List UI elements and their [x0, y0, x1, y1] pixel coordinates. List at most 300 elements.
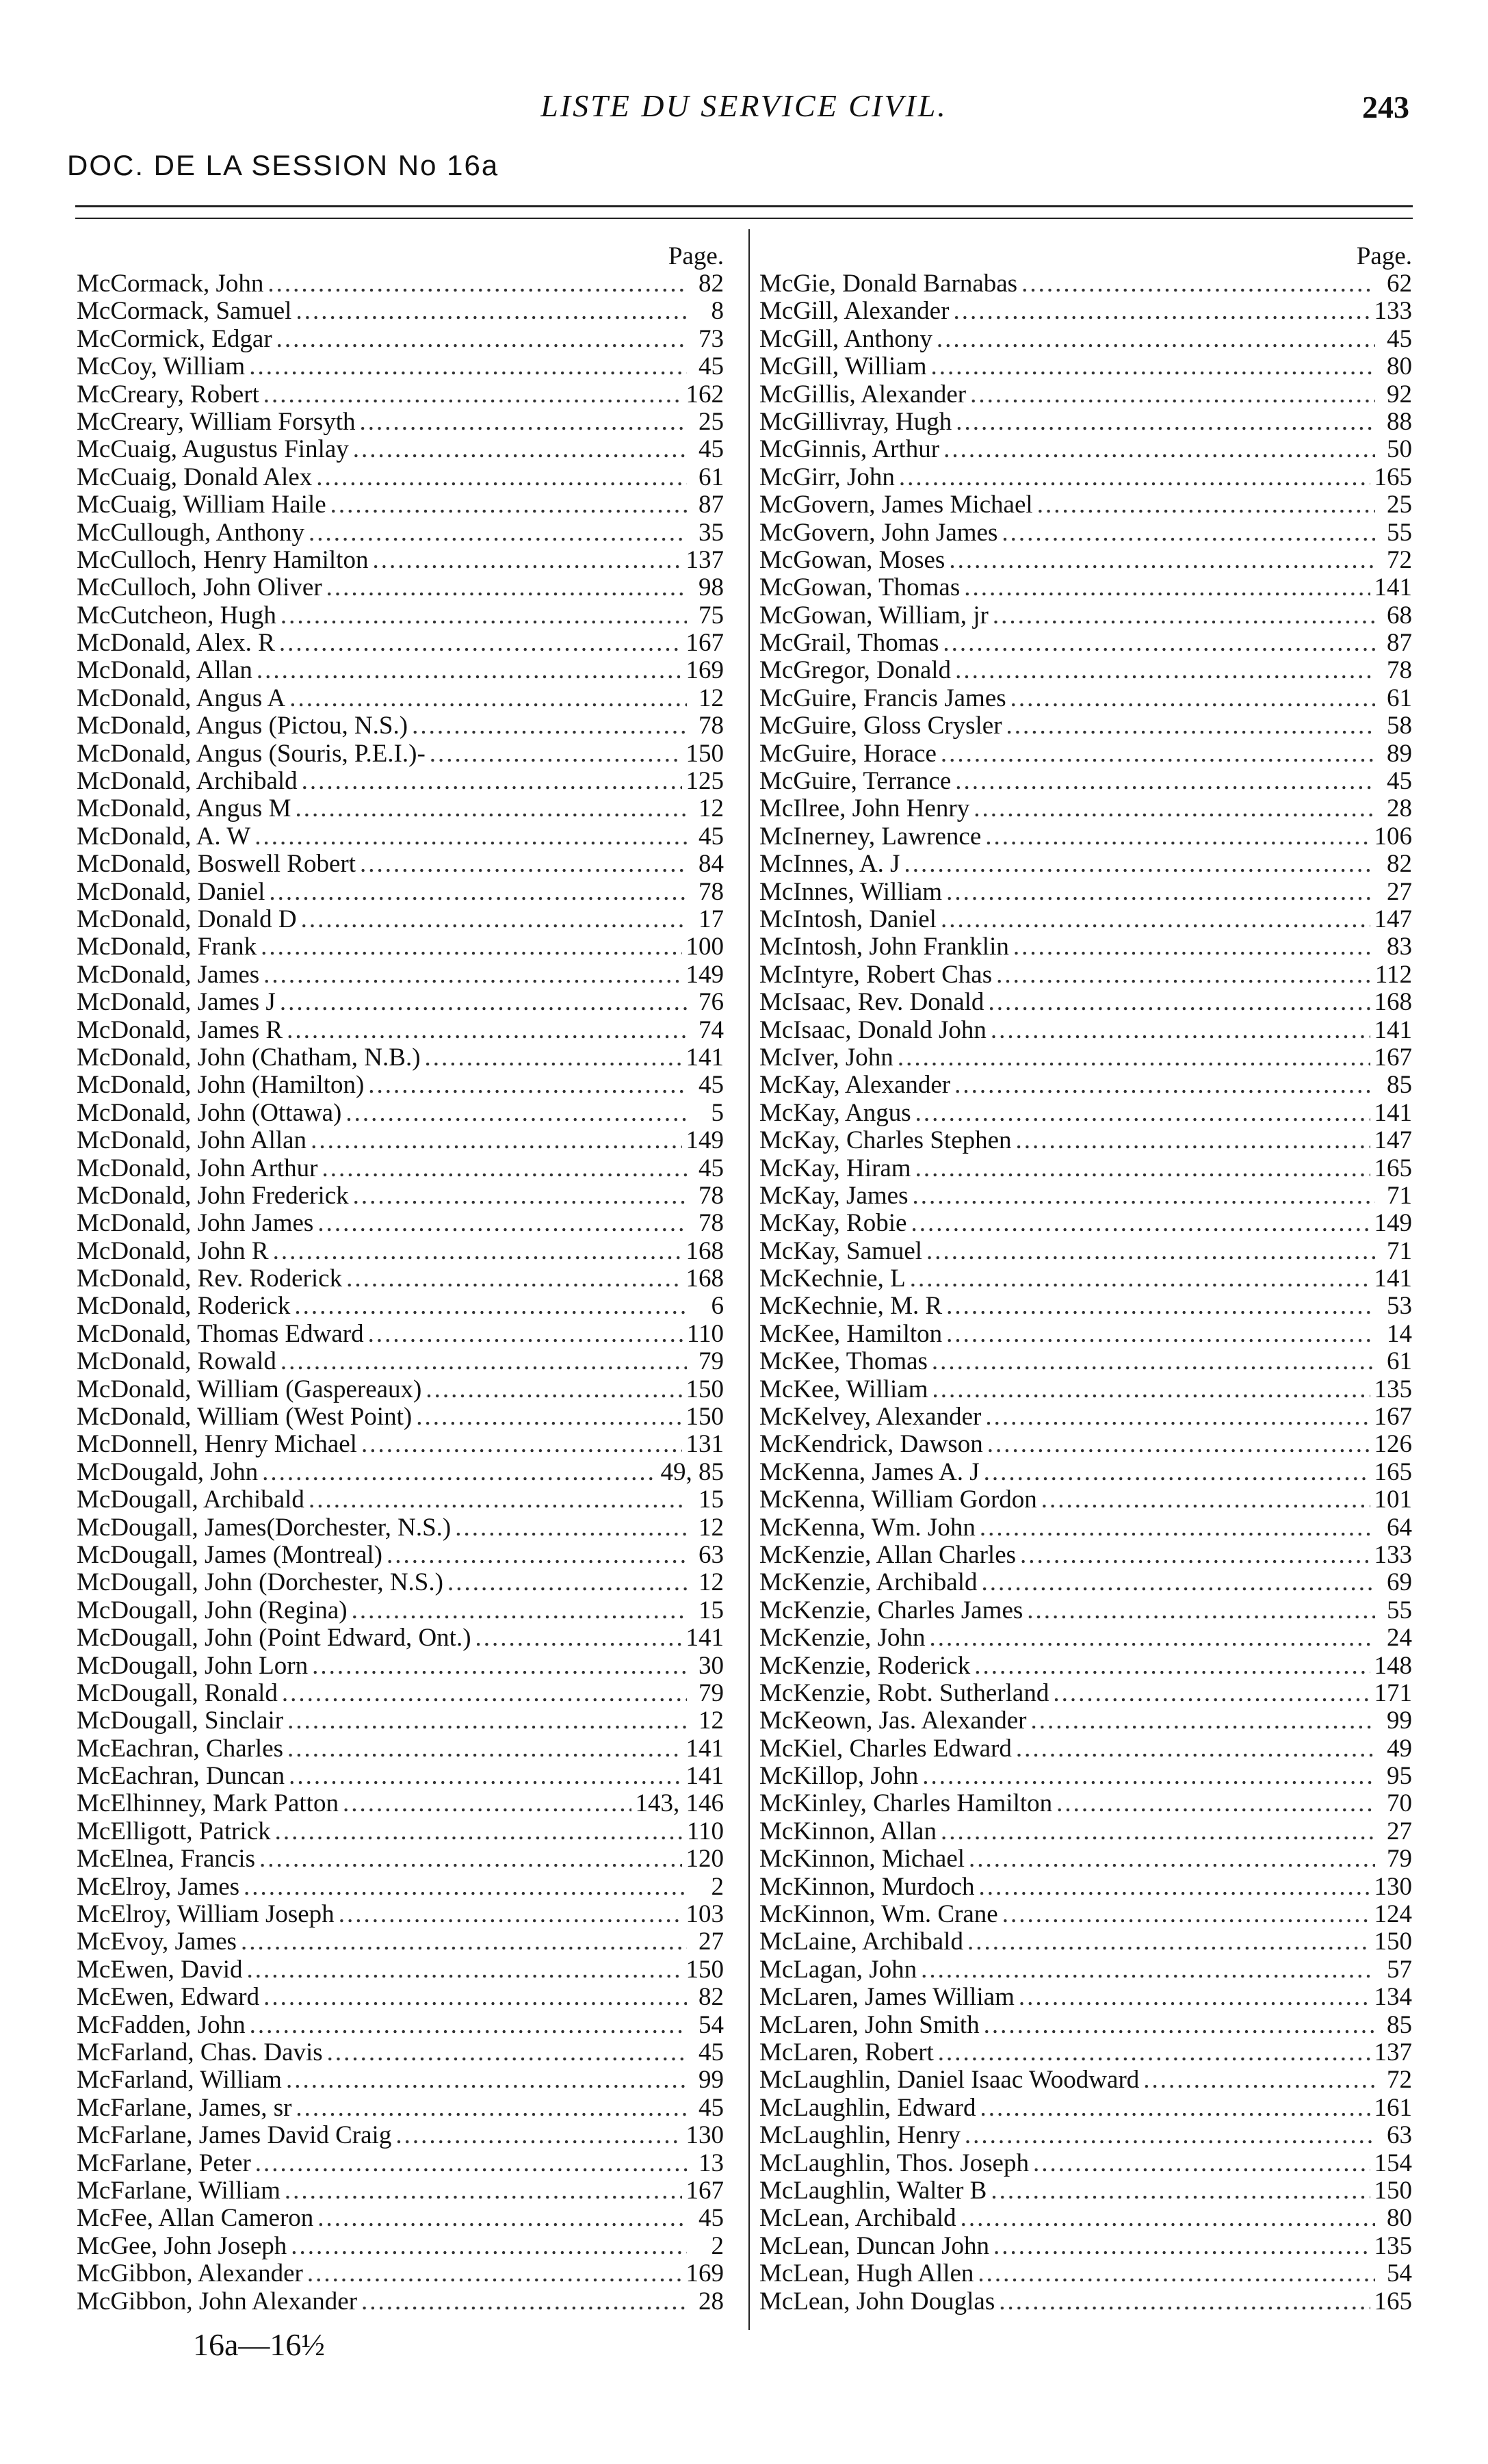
index-entry	[759, 1486, 1412, 1514]
index-entry	[759, 1100, 1412, 1127]
entry-page-number: 100	[686, 933, 724, 961]
dot-leader	[999, 2288, 1370, 2316]
entry-name: McDonald, Alex. R	[77, 629, 275, 658]
dot-leader	[946, 879, 1375, 906]
entry-page-number: 63	[699, 1540, 724, 1569]
index-entry	[759, 1376, 1412, 1403]
index-entry	[77, 1210, 724, 1237]
dot-leader	[317, 1210, 687, 1237]
index-entry	[77, 1127, 724, 1154]
dot-leader	[912, 1182, 1375, 1210]
entry-page-number: 2	[711, 2231, 724, 2260]
dot-leader	[956, 408, 1375, 436]
index-entry	[759, 1790, 1412, 1817]
index-entry	[759, 657, 1412, 684]
index-entry	[759, 851, 1412, 878]
index-entry	[77, 1845, 724, 1873]
entry-page-number: 99	[699, 2066, 724, 2095]
entry-page-number: 150	[686, 1375, 724, 1403]
entry-page-number: 58	[1387, 712, 1412, 740]
index-entry	[759, 2260, 1412, 2287]
entry-page-number: 50	[1387, 435, 1412, 464]
entry-page-number: 45	[699, 1071, 724, 1100]
entry-page-number: 149	[1374, 1209, 1412, 1238]
entry-name: McLaughlin, Walter B	[759, 2176, 987, 2205]
entry-page-number: 110	[686, 1817, 724, 1845]
entry-page-number: 125	[686, 767, 724, 796]
entry-page-number: 25	[1387, 491, 1412, 519]
entry-name: McDougall, James (Montreal)	[77, 1540, 382, 1569]
index-entry	[759, 2122, 1412, 2149]
dot-leader	[921, 1956, 1375, 1984]
entry-name: McGirr, John	[759, 463, 895, 491]
entry-name: McLean, John Douglas	[759, 2287, 995, 2316]
dot-leader	[263, 1984, 687, 2011]
dot-leader	[1002, 1901, 1370, 1928]
entry-page-number: 168	[686, 1265, 724, 1293]
dot-leader	[425, 1044, 682, 1072]
entry-name: McDonald, John R	[77, 1236, 269, 1265]
index-entry	[77, 1763, 724, 1790]
entry-page-number: 25	[699, 407, 724, 436]
index-entry	[759, 906, 1412, 933]
index-entry	[77, 933, 724, 961]
dot-leader	[978, 2260, 1375, 2287]
entry-page-number: 88	[1387, 407, 1412, 436]
index-entry	[77, 2288, 724, 2316]
entry-name: McDonald, John (Chatham, N.B.)	[77, 1043, 421, 1072]
entry-page-number: 78	[699, 877, 724, 906]
entry-name: McDonald, John James	[77, 1209, 314, 1238]
dot-leader	[346, 1265, 681, 1293]
index-entry	[759, 491, 1412, 519]
index-entry	[77, 2066, 724, 2094]
index-entry	[759, 630, 1412, 657]
index-entry	[759, 1293, 1412, 1320]
index-entry	[77, 326, 724, 353]
dot-leader	[930, 1624, 1376, 1652]
entry-name: McDonald, James	[77, 960, 260, 989]
entry-page-number: 72	[1387, 545, 1412, 574]
index-entry	[759, 1431, 1412, 1458]
dot-leader	[273, 1238, 682, 1265]
entry-page-number: 49, 85	[660, 1457, 724, 1486]
entry-name: McDonald, Archibald	[77, 767, 298, 796]
entry-name: McCulloch, Henry Hamilton	[77, 545, 369, 574]
entry-name: McCoy, William	[77, 352, 246, 381]
dot-leader	[289, 1763, 681, 1790]
dot-leader	[955, 657, 1375, 684]
entry-name: McCuaig, William Haile	[77, 491, 326, 519]
entry-page-number: 5	[711, 1098, 724, 1127]
index-entry	[759, 740, 1412, 768]
entry-name: McCuaig, Donald Alex	[77, 463, 313, 491]
index-entry	[77, 1956, 724, 1984]
dot-leader	[993, 2233, 1370, 2260]
index-entry	[77, 602, 724, 630]
entry-page-number: 45	[1387, 767, 1412, 796]
entry-page-number: 85	[1387, 2010, 1412, 2039]
entry-page-number: 87	[1387, 629, 1412, 658]
index-entry	[77, 353, 724, 380]
index-entry	[77, 1624, 724, 1652]
entry-page-number: 75	[699, 601, 724, 630]
entry-name: McDonald, A. W	[77, 822, 251, 851]
index-entry	[77, 381, 724, 408]
dot-leader	[330, 491, 687, 519]
entry-name: McDonald, Allan	[77, 656, 252, 685]
index-entry	[77, 1735, 724, 1763]
entry-page-number: 12	[699, 684, 724, 712]
entry-name: McElnea, Francis	[77, 1845, 255, 1873]
entry-name: McLaughlin, Henry	[759, 2121, 961, 2150]
dot-leader	[287, 1707, 687, 1735]
entry-page-number: 148	[1374, 1651, 1412, 1680]
dot-leader	[267, 270, 687, 298]
entry-name: McInnes, William	[759, 877, 943, 906]
entry-name: McKee, Thomas	[759, 1347, 928, 1376]
index-entry	[77, 768, 724, 795]
entry-page-number: 141	[1374, 1098, 1412, 1127]
entry-page-number: 69	[1387, 1568, 1412, 1597]
entry-page-number: 80	[1387, 352, 1412, 381]
index-entry	[759, 1707, 1412, 1735]
dot-leader	[287, 1735, 681, 1763]
entry-name: McDougall, John (Point Edward, Ont.)	[77, 1624, 471, 1652]
dot-leader	[455, 1514, 687, 1542]
index-entry	[759, 823, 1412, 851]
index-entry	[759, 1459, 1412, 1486]
entry-page-number: 30	[699, 1651, 724, 1680]
entry-page-number: 53	[1387, 1292, 1412, 1321]
index-entry	[759, 1514, 1412, 1542]
entry-page-number: 169	[686, 656, 724, 685]
index-entry	[759, 519, 1412, 547]
dot-leader	[263, 381, 682, 408]
entry-page-number: 45	[699, 352, 724, 381]
index-entry	[77, 2095, 724, 2122]
entry-page-number: 85	[1387, 1071, 1412, 1100]
entry-name: McGowan, Thomas	[759, 573, 961, 602]
entry-page-number: 162	[686, 380, 724, 408]
index-entry	[77, 1376, 724, 1403]
index-list-right	[759, 270, 1412, 2316]
entry-name: McGillivray, Hugh	[759, 407, 952, 436]
entry-page-number: 73	[699, 324, 724, 353]
dot-leader	[941, 740, 1375, 768]
entry-name: McEvoy, James	[77, 1928, 237, 1956]
dot-leader	[296, 298, 687, 325]
index-entry	[77, 2012, 724, 2039]
dot-leader	[353, 1182, 687, 1210]
entry-name: McGowan, Moses	[759, 545, 945, 574]
entry-page-number: 15	[699, 1596, 724, 1624]
entry-name: McGill, William	[759, 352, 927, 381]
dot-leader	[291, 2233, 687, 2260]
dot-leader	[361, 2288, 687, 2316]
entry-page-number: 13	[699, 2149, 724, 2177]
entry-name: McLean, Hugh Allen	[759, 2259, 974, 2288]
entry-name: McDonald, Frank	[77, 933, 257, 961]
dot-leader	[360, 408, 687, 436]
dot-leader	[949, 547, 1375, 574]
index-entry	[77, 1928, 724, 1956]
entry-name: McDonald, William (West Point)	[77, 1403, 413, 1431]
entry-page-number: 141	[1374, 573, 1412, 602]
entry-name: McKenzie, Archibald	[759, 1568, 978, 1597]
dot-leader	[311, 1127, 681, 1154]
dot-leader	[932, 1376, 1370, 1403]
dot-leader	[387, 1542, 687, 1569]
index-entry	[759, 1569, 1412, 1596]
entry-page-number: 147	[1374, 1126, 1412, 1155]
dot-leader	[280, 602, 687, 630]
entry-name: McFee, Allan Cameron	[77, 2204, 314, 2233]
dot-leader	[938, 2039, 1370, 2066]
dot-leader	[309, 1486, 687, 1514]
dot-leader	[247, 1956, 682, 1984]
entry-page-number: 78	[1387, 656, 1412, 685]
dot-leader	[301, 906, 687, 933]
entry-page-number: 98	[699, 573, 724, 602]
entry-page-number: 79	[699, 1678, 724, 1707]
entry-name: McKenzie, John	[759, 1624, 926, 1652]
entry-name: McDonnell, Henry Michael	[77, 1430, 357, 1459]
dot-leader	[954, 1072, 1375, 1099]
entry-name: McLaren, John Smith	[759, 2010, 980, 2039]
dot-leader	[280, 1348, 687, 1375]
entry-page-number: 167	[1374, 1043, 1412, 1072]
entry-page-number: 78	[699, 1209, 724, 1238]
entry-page-number: 14	[1387, 1319, 1412, 1348]
entry-page-number: 168	[1374, 988, 1412, 1017]
dot-leader	[978, 1873, 1370, 1901]
dot-leader	[289, 685, 687, 712]
index-entry	[77, 1265, 724, 1293]
entry-name: McGuire, Gloss Crysler	[759, 712, 1002, 740]
index-entry	[759, 1210, 1412, 1237]
entry-page-number: 137	[686, 545, 724, 574]
entry-name: McGuire, Francis James	[759, 684, 1006, 712]
index-entry	[77, 1238, 724, 1265]
entry-name: McCulloch, John Oliver	[77, 573, 322, 602]
dot-leader	[1010, 685, 1375, 712]
entry-name: McKay, Samuel	[759, 1236, 923, 1265]
dot-leader	[899, 464, 1370, 491]
entry-name: McKenna, James A. J	[759, 1457, 980, 1486]
page-number: 243	[1362, 90, 1409, 125]
entry-page-number: 74	[699, 1015, 724, 1044]
entry-name: McDonald, Donald D	[77, 905, 297, 933]
entry-page-number: 103	[686, 1900, 724, 1929]
dot-leader	[294, 1293, 687, 1320]
entry-page-number: 95	[1387, 1762, 1412, 1791]
entry-page-number: 61	[699, 463, 724, 491]
dot-leader	[985, 823, 1370, 851]
dot-leader	[1053, 1680, 1370, 1707]
entry-page-number: 141	[1374, 1015, 1412, 1044]
dot-leader	[984, 2012, 1375, 2039]
entry-page-number: 54	[699, 2010, 724, 2039]
index-entry	[77, 1293, 724, 1320]
dot-leader	[416, 1403, 681, 1431]
index-entry	[77, 574, 724, 601]
entry-page-number: 150	[686, 1403, 724, 1431]
dot-leader	[970, 381, 1375, 408]
entry-page-number: 165	[1374, 1457, 1412, 1486]
header-rule	[75, 205, 1413, 207]
header-rule-secondary	[75, 218, 1413, 219]
index-entry	[77, 1597, 724, 1624]
entry-name: McFarlane, Peter	[77, 2149, 251, 2177]
entry-page-number: 134	[1374, 1983, 1412, 2012]
entry-page-number: 12	[699, 1568, 724, 1597]
entry-name: McDougald, John	[77, 1457, 259, 1486]
index-entry	[759, 1680, 1412, 1707]
entry-name: McGovern, John James	[759, 518, 998, 547]
index-entry	[759, 2150, 1412, 2177]
entry-name: McKechnie, L	[759, 1265, 906, 1293]
dot-leader	[1033, 2150, 1370, 2177]
dot-leader	[1056, 1790, 1375, 1817]
index-entry	[77, 1873, 724, 1901]
entry-name: McKay, Alexander	[759, 1071, 951, 1100]
entry-page-number: 82	[699, 1983, 724, 2012]
entry-page-number: 68	[1387, 601, 1412, 630]
entry-name: McLaughlin, Daniel Isaac Woodward	[759, 2066, 1140, 2095]
index-entry	[759, 1044, 1412, 1072]
dot-leader	[953, 298, 1370, 325]
index-entry	[759, 2205, 1412, 2232]
dot-leader	[430, 740, 682, 768]
index-column-left	[77, 243, 724, 2316]
index-entry	[759, 1127, 1412, 1154]
entry-name: McDonald, Boswell Robert	[77, 850, 356, 879]
entry-name: McKenna, William Gordon	[759, 1486, 1037, 1514]
entry-name: McCullough, Anthony	[77, 518, 305, 547]
entry-name: McElhinney, Mark Patton	[77, 1789, 339, 1818]
entry-name: McKay, James	[759, 1181, 909, 1210]
index-entry	[759, 768, 1412, 795]
entry-page-number: 82	[1387, 850, 1412, 879]
entry-name: McKenzie, Roderick	[759, 1651, 971, 1680]
index-entry	[77, 298, 724, 325]
index-entry	[77, 1707, 724, 1735]
dot-leader	[974, 1652, 1370, 1680]
signature-mark: 16a—16½	[193, 2327, 325, 2362]
entry-name: McKelvey, Alexander	[759, 1403, 982, 1431]
index-entry	[77, 1321, 724, 1348]
dot-leader	[287, 1017, 687, 1044]
entry-page-number: 165	[1374, 1154, 1412, 1182]
dot-leader	[345, 1100, 687, 1127]
entry-name: McDougall, John (Regina)	[77, 1596, 348, 1624]
entry-name: McLaren, James William	[759, 1983, 1015, 2012]
entry-page-number: 131	[686, 1430, 724, 1459]
entry-name: McKendrick, Dawson	[759, 1430, 983, 1459]
index-entry	[77, 1486, 724, 1514]
index-entry	[77, 1017, 724, 1044]
entry-name: McKechnie, M. R	[759, 1292, 943, 1321]
column-divider	[748, 229, 750, 2330]
page-column-heading: Page.	[668, 242, 724, 270]
entry-page-number: 87	[699, 491, 724, 519]
dot-leader	[241, 1928, 687, 1956]
entry-name: McDonald, James R	[77, 1015, 283, 1044]
index-entry	[759, 1348, 1412, 1375]
index-entry	[77, 1155, 724, 1182]
dot-leader	[395, 2122, 681, 2149]
index-entry	[759, 1984, 1412, 2011]
dot-leader	[262, 1459, 656, 1486]
entry-page-number: 27	[1387, 877, 1412, 906]
dot-leader	[250, 2012, 687, 2039]
entry-name: McDonald, Thomas Edward	[77, 1319, 364, 1348]
entry-name: McLaughlin, Thos. Joseph	[759, 2149, 1029, 2177]
index-entry	[759, 989, 1412, 1016]
entry-name: McGill, Alexander	[759, 297, 950, 326]
entry-page-number: 35	[699, 518, 724, 547]
entry-page-number: 124	[1374, 1900, 1412, 1929]
index-entry	[759, 270, 1412, 298]
dot-leader	[263, 961, 681, 989]
dot-leader	[993, 602, 1375, 630]
entry-page-number: 141	[686, 1043, 724, 1072]
dot-leader	[352, 1597, 687, 1624]
index-entry	[759, 602, 1412, 630]
dot-leader	[988, 989, 1370, 1016]
entry-page-number: 92	[1387, 380, 1412, 408]
dot-leader	[368, 1321, 683, 1348]
entry-page-number: 112	[1374, 960, 1412, 989]
index-entry	[77, 823, 724, 851]
index-entry	[77, 491, 724, 519]
dot-leader	[1027, 1597, 1375, 1624]
index-entry	[759, 1956, 1412, 1984]
entry-name: McKee, Hamilton	[759, 1319, 943, 1348]
entry-name: McGowan, William, jr	[759, 601, 989, 630]
entry-page-number: 150	[1374, 1928, 1412, 1956]
entry-page-number: 70	[1387, 1789, 1412, 1818]
entry-name: McGibbon, John Alexander	[77, 2287, 358, 2316]
dot-leader	[475, 1624, 682, 1652]
entry-name: McEwen, David	[77, 1955, 243, 1984]
dot-leader	[943, 436, 1375, 463]
dot-leader	[1013, 933, 1375, 961]
entry-page-number: 28	[699, 2287, 724, 2316]
dot-leader	[322, 1155, 688, 1182]
index-entry	[759, 1652, 1412, 1680]
entry-page-number: 167	[686, 629, 724, 658]
dot-leader	[1143, 2066, 1375, 2094]
running-title: LISTE DU SERVICE CIVIL.	[540, 88, 948, 123]
entry-page-number: 150	[1374, 2176, 1412, 2205]
entry-name: McCormack, Samuel	[77, 297, 292, 326]
index-entry	[759, 1321, 1412, 1348]
index-entry	[77, 1984, 724, 2011]
dot-leader	[941, 1818, 1375, 1845]
entry-name: McCreary, William Forsyth	[77, 407, 356, 436]
dot-leader	[1021, 270, 1375, 298]
entry-name: McDonald, Angus M	[77, 794, 291, 823]
entry-name: McFarlane, William	[77, 2176, 280, 2205]
entry-name: McLaren, Robert	[759, 2038, 934, 2066]
dot-leader	[368, 1072, 687, 1099]
entry-page-number: 82	[699, 270, 724, 298]
index-entry	[77, 2039, 724, 2066]
entry-page-number: 120	[686, 1845, 724, 1873]
index-entry	[759, 1597, 1412, 1624]
